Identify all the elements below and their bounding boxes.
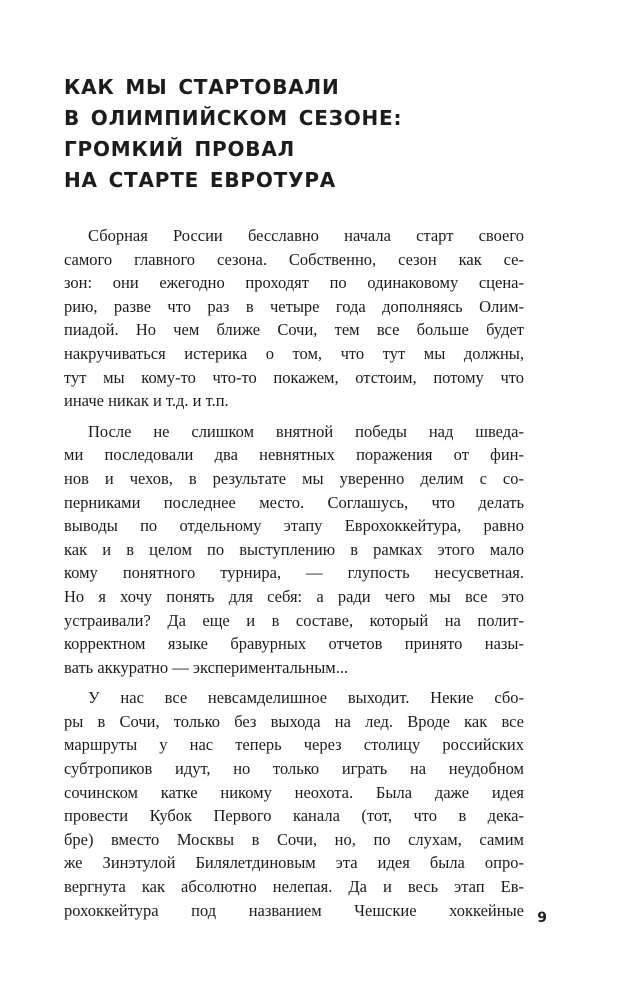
text-line: как и в целом по выступлению в рамках этого мало: [64, 539, 524, 559]
title-line: НА СТАРТЕ ЕВРОТУРА: [64, 168, 337, 192]
text-line: самого главного сезона. Собственно, сезон как се-: [64, 249, 524, 269]
text-line: нов и чехов, в результате мы уверенно делим с со-: [64, 468, 524, 488]
text-line: вергнута как абсолютно нелепая. Да и весь этап Ев-: [64, 877, 524, 897]
text-line: У нас все невсамделишное выходит. Некие сбо-: [88, 688, 524, 708]
paragraph-2: [64, 420, 524, 680]
text-line: тут мы кому-то что-то покажем, отстоим, потому что: [64, 367, 524, 387]
text-line: устраивали? Да еще и в составе, который на полит-: [64, 610, 524, 630]
text-line: ры в Сочи, только без выхода на лед. Вроде как все: [64, 711, 524, 731]
text-line: провести Кубок Первого канала (тот, что в дека-: [64, 806, 524, 826]
text-line: субтропиков идут, но только играть на неудобном: [64, 759, 524, 779]
text-line: ми последовали два невнятных поражения от фин-: [64, 445, 524, 465]
text-line: рохоккейтура под названием Чешские хоккейные: [64, 900, 524, 920]
text-line: вать аккуратно — экспериментальным...: [64, 657, 349, 677]
body-text: [64, 224, 524, 929]
text-line: зон: они ежегодно проходят по одинаковому сцена-: [64, 273, 524, 293]
text-line: накручиваться истерика о том, что тут мы должны,: [64, 343, 524, 363]
text-line: Но я хочу понять для себя: а ради чего мы все это: [64, 586, 524, 606]
text-line: Сборная России бесславно начала старт своего: [88, 226, 524, 245]
text-line: маршруты у нас теперь через столицу российских: [64, 735, 524, 755]
paragraph-3: [64, 686, 524, 922]
text-line: же Зинэтулой Билялетдиновым эта идея была опро-: [64, 853, 524, 873]
chapter-title: [64, 72, 544, 196]
text-line: бре) вместо Москвы в Сочи, но, по слухам, самим: [64, 829, 524, 849]
text-line: выводы по отдельному этапу Еврохоккейтура, равно: [64, 516, 524, 536]
title-line: ГРОМКИЙ ПРОВАЛ: [64, 137, 296, 161]
text-line: корректном языке бравурных отчетов принято назы-: [64, 634, 524, 654]
page-number: 9: [537, 910, 547, 926]
text-line: пиадой. Но чем ближе Сочи, тем все больше будет: [64, 320, 524, 340]
text-line: После не слишком внятной победы над шведа-: [88, 421, 524, 441]
paragraph-1: [64, 224, 524, 413]
text-line: кому понятного турнира, — глупость несусветная.: [64, 563, 524, 583]
text-line: сочинском катке никому неохота. Была даже идея: [64, 782, 524, 802]
title-line: КАК МЫ СТАРТОВАЛИ: [64, 75, 340, 99]
text-line: перниками последнее место. Соглашусь, что делать: [64, 492, 524, 512]
text-line: рию, разве что раз в четыре года дополняясь Олим-: [64, 296, 524, 316]
text-line: иначе никак и т.д. и т.п.: [64, 391, 229, 411]
title-line: В ОЛИМПИЙСКОМ СЕЗОНЕ:: [64, 106, 403, 130]
